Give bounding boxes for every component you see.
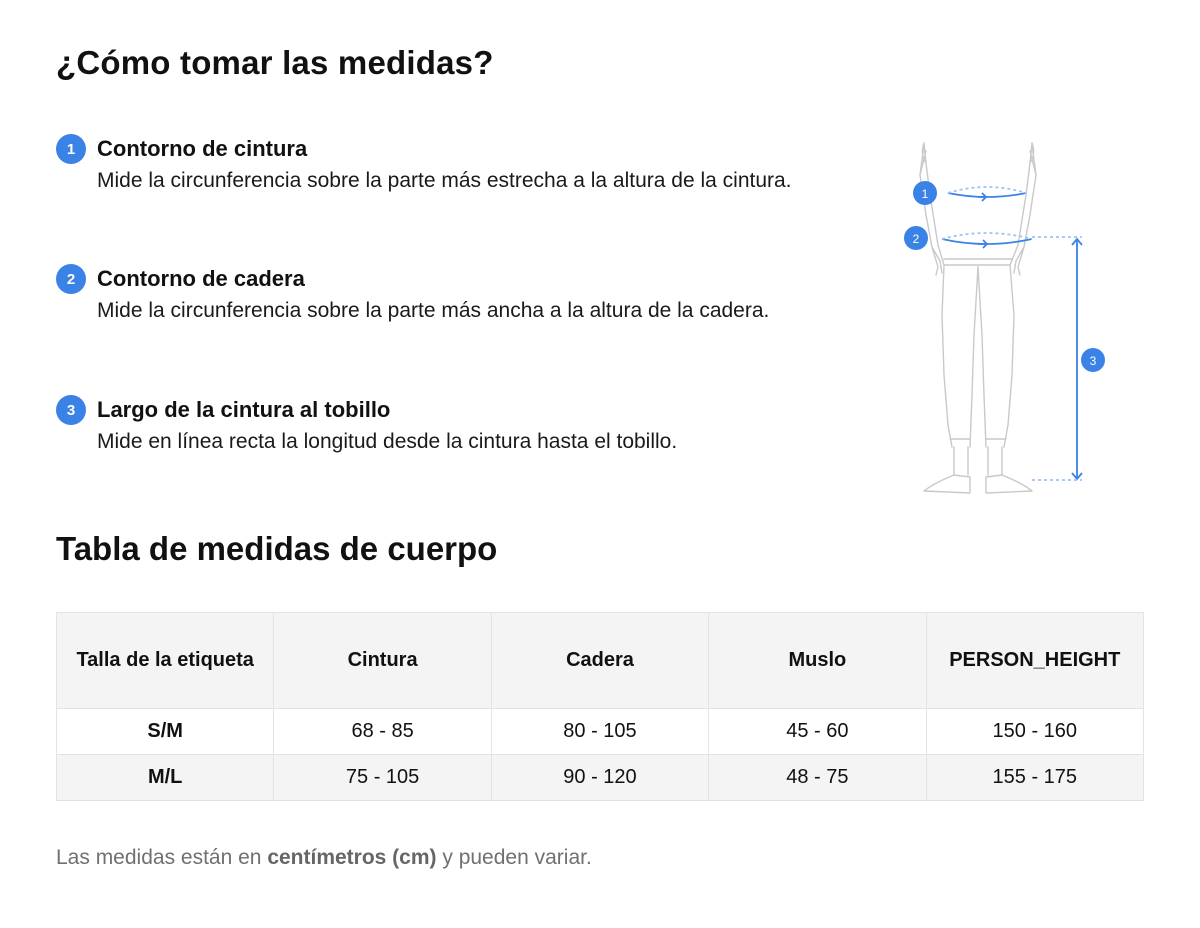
step-description: Mide la circunferencia sobre la parte más estrecha a la altura de la cintura. <box>97 169 792 192</box>
column-header: Cadera <box>491 613 708 709</box>
units-footnote <box>56 846 592 870</box>
column-header: Cintura <box>274 613 491 709</box>
column-header: PERSON_HEIGHT <box>926 613 1143 709</box>
table-cell: 48 - 75 <box>709 755 926 801</box>
step-title: Largo de la cintura al tobillo <box>97 397 391 422</box>
table-cell: 68 - 85 <box>274 709 491 755</box>
table-cell: 75 - 105 <box>274 755 491 801</box>
marker-2 <box>904 226 928 250</box>
step-description: Mide la circunferencia sobre la parte más ancha a la altura de la cadera. <box>97 299 770 322</box>
table-cell: 90 - 120 <box>491 755 708 801</box>
footnote-text: y pueden variar. <box>436 846 592 869</box>
table-header-row <box>57 613 1144 709</box>
table-cell: 45 - 60 <box>709 709 926 755</box>
table-cell: M/L <box>57 755 274 801</box>
marker-1 <box>913 181 937 205</box>
table-section-title: Tabla de medidas de cuerpo <box>56 530 498 567</box>
svg-text:3: 3 <box>1089 354 1097 368</box>
body-measurement-figure-icon <box>890 135 1120 505</box>
svg-text:2: 2 <box>912 232 920 246</box>
step-title: Contorno de cadera <box>97 266 305 291</box>
table-cell: 150 - 160 <box>926 709 1143 755</box>
table-row <box>57 709 1144 755</box>
page-title: ¿Cómo tomar las medidas? <box>56 44 494 81</box>
step-description: Mide en línea recta la longitud desde la cintura hasta el tobillo. <box>97 430 678 453</box>
step-number-badge: 1 <box>56 134 86 164</box>
step-number-badge: 3 <box>56 395 86 425</box>
step-title: Contorno de cintura <box>97 136 308 161</box>
size-table <box>56 612 1144 801</box>
footnote-unit: centímetros (cm) <box>267 846 437 869</box>
step-number-badge: 2 <box>56 264 86 294</box>
svg-text:1: 1 <box>921 187 929 201</box>
table-cell: S/M <box>57 709 274 755</box>
footnote-text: Las medidas están en <box>56 846 268 869</box>
table-cell: 80 - 105 <box>491 709 708 755</box>
table-row <box>57 755 1144 801</box>
table-cell: 155 - 175 <box>926 755 1143 801</box>
column-header: Talla de la etiqueta <box>57 613 274 709</box>
marker-3 <box>1081 348 1105 372</box>
column-header: Muslo <box>709 613 926 709</box>
